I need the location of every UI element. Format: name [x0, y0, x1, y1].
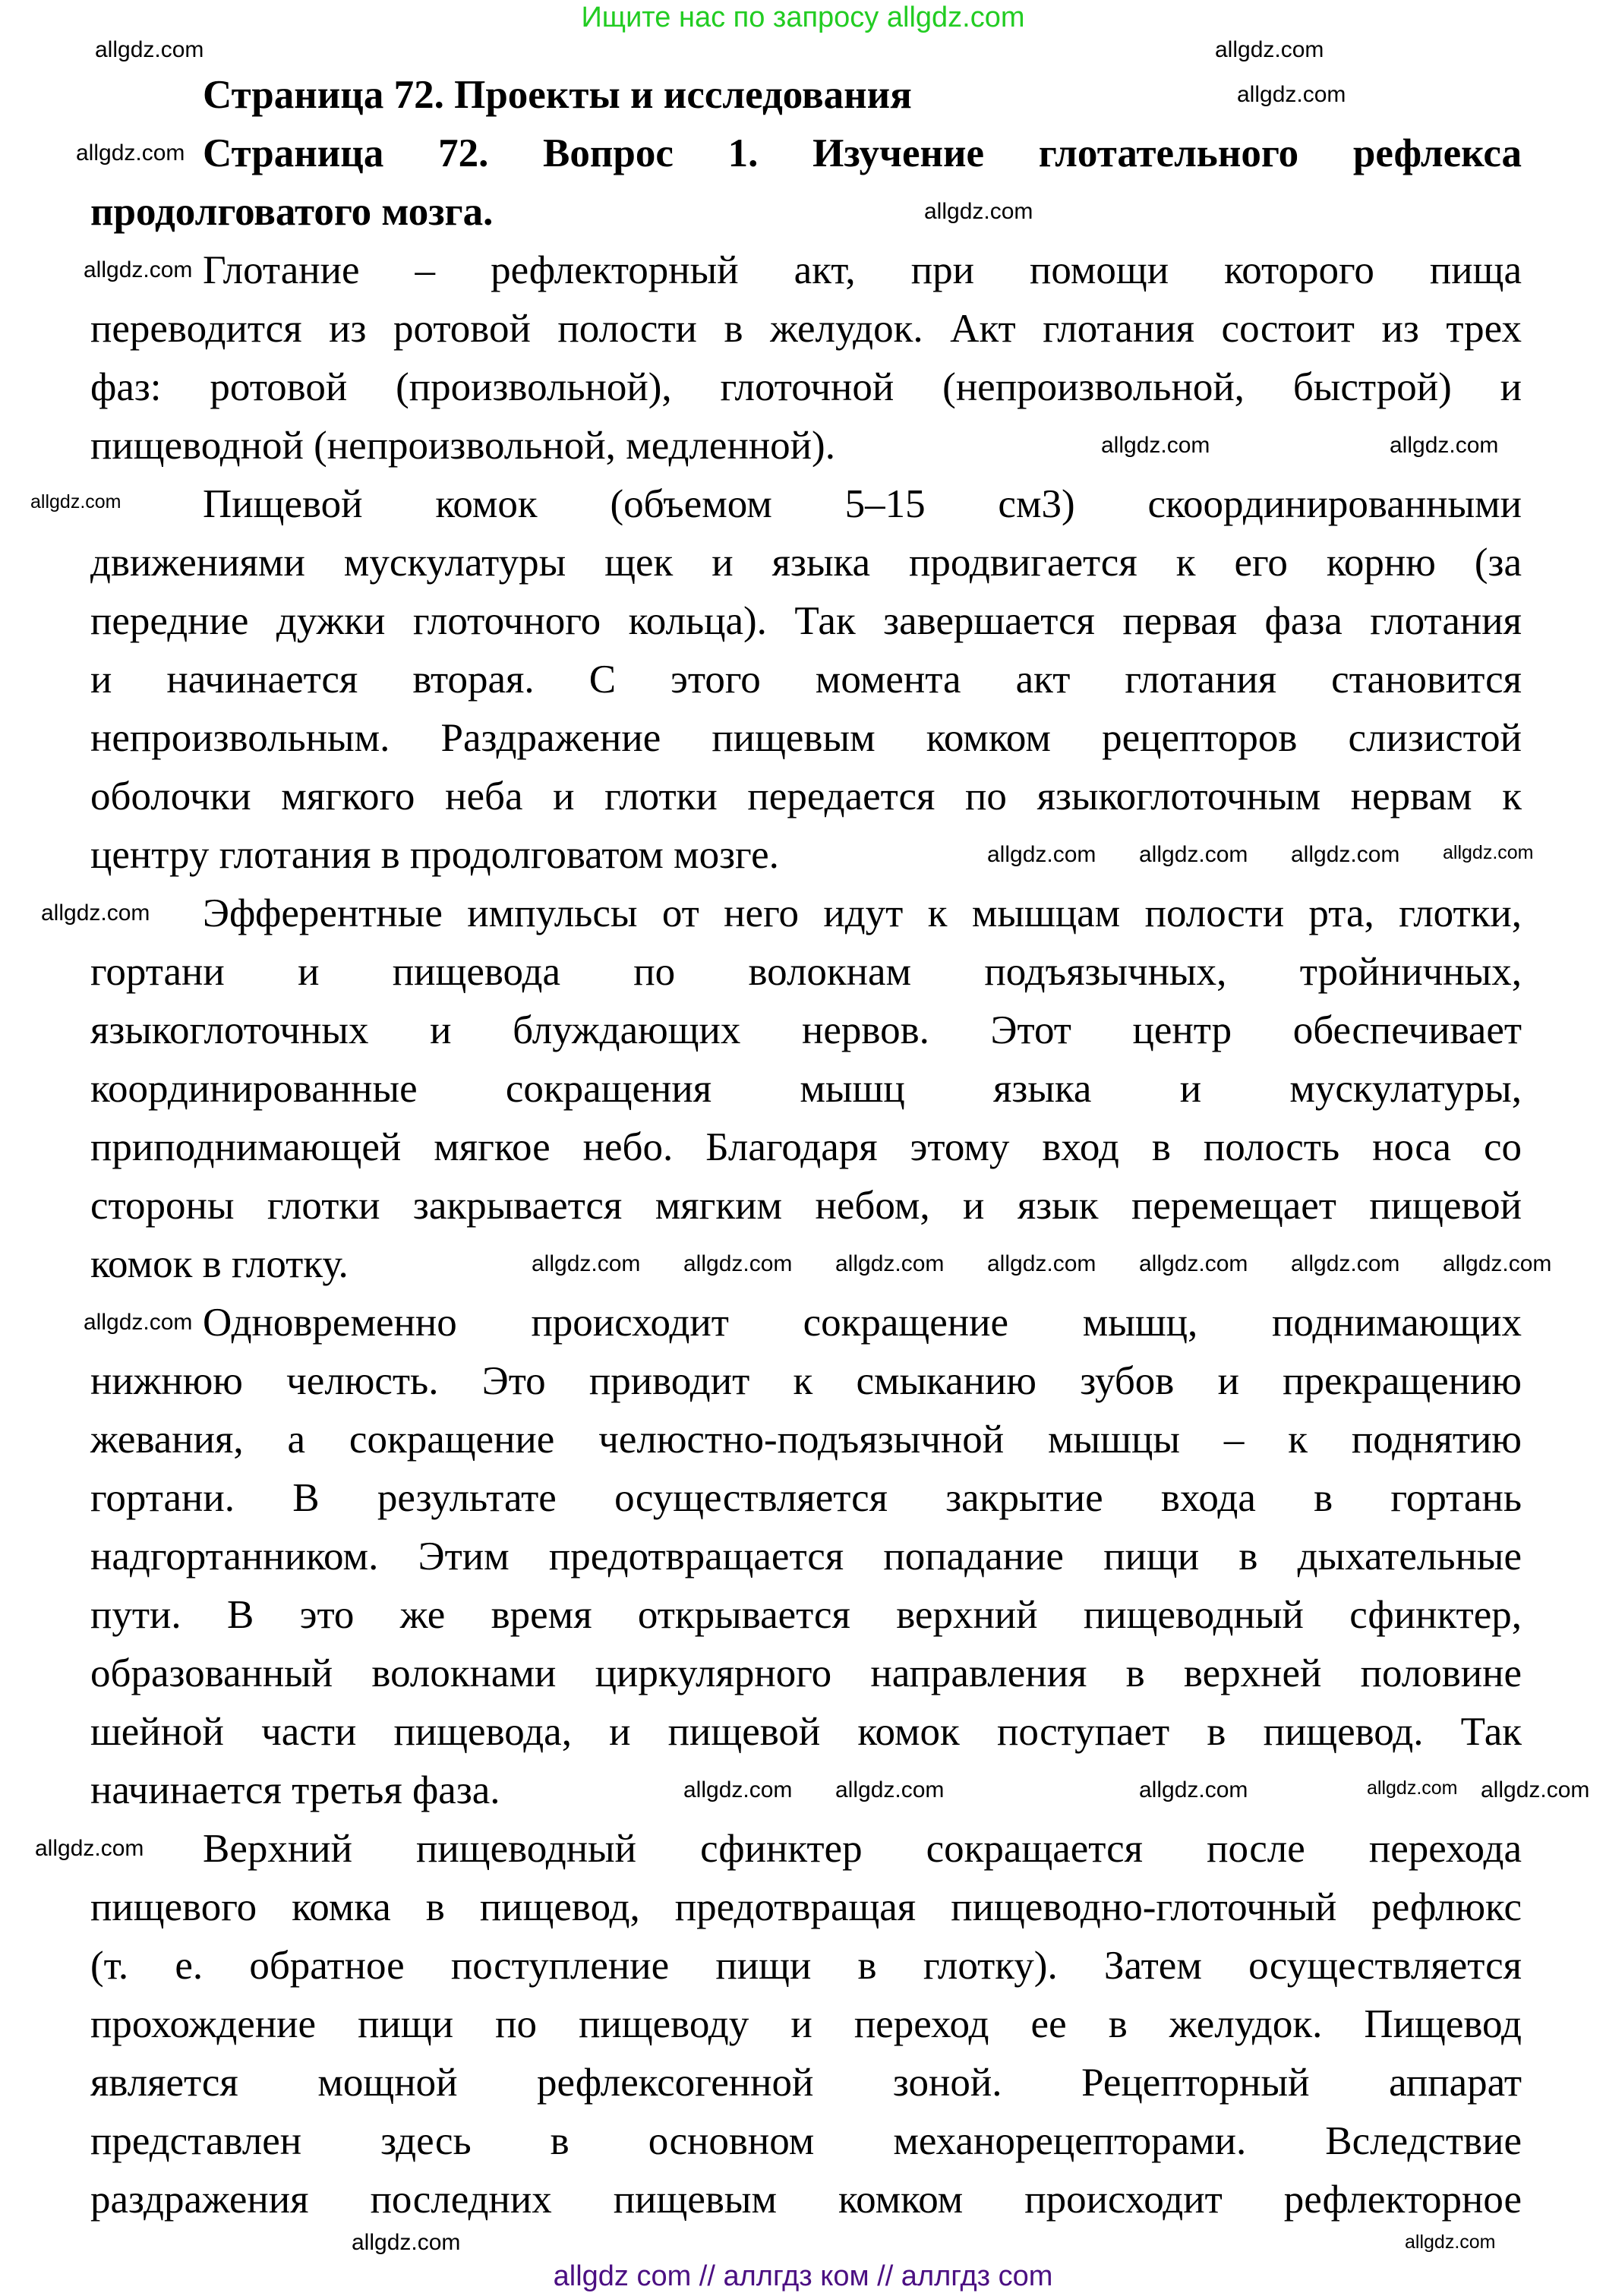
- paragraph-line: пищевого комка в пищевод, предотвращая пищеводно-глоточный рефлюкс: [90, 1885, 1522, 1929]
- watermark: allgdz.com: [30, 491, 121, 512]
- paragraph-line: гортани и пищевода по волокнам подъязычных, тройничных,: [90, 950, 1522, 994]
- paragraph-line: надгортанником. Этим предотвращается попадание пищи в дыхательные: [90, 1534, 1522, 1578]
- paragraph-line: пути. В это же время открывается верхний пищеводный сфинктер,: [90, 1593, 1522, 1637]
- paragraph-line: прохождение пищи по пищеводу и переход ее в желудок. Пищевод: [90, 2002, 1522, 2046]
- watermark: allgdz.com: [84, 1310, 193, 1335]
- paragraph-line: приподнимающей мягкое небо. Благодаря этому вход в полость носа со: [90, 1125, 1522, 1169]
- watermark: allgdz.com: [835, 1251, 945, 1276]
- watermark: allgdz.com: [1139, 842, 1248, 867]
- paragraph-line: образованный волокнами циркулярного направления в верхней половине: [90, 1651, 1522, 1695]
- watermark: allgdz.com: [1215, 37, 1324, 62]
- paragraph-line: центру глотания в продолговатом мозге.: [90, 833, 779, 877]
- watermark: allgdz.com: [352, 2230, 461, 2255]
- paragraph-line: гортани. В результате осуществляется закрытие входа в гортань: [90, 1476, 1522, 1520]
- footer-links[interactable]: allgdz com // аллгдз ком // аллгдз com: [553, 2260, 1053, 2292]
- page-title: Страница 72. Проекты и исследования: [203, 73, 912, 117]
- paragraph-line: Верхний пищеводный сфинктер сокращается после перехода: [203, 1827, 1522, 1871]
- watermark: allgdz.com: [84, 257, 193, 282]
- paragraph-line: и начинается вторая. С этого момента акт глотания становится: [90, 658, 1522, 702]
- paragraph-line: представлен здесь в основном механорецепторами. Вследствие: [90, 2119, 1522, 2163]
- watermark: allgdz.com: [95, 37, 204, 62]
- paragraph-line: оболочки мягкого неба и глотки передается по языкоглоточным нервам к: [90, 774, 1522, 818]
- watermark: allgdz.com: [76, 140, 185, 166]
- watermark: allgdz.com: [1139, 1251, 1248, 1276]
- question-heading: Страница 72. Вопрос 1. Изучение глотательного рефлекса: [203, 131, 1522, 175]
- paragraph-line: раздражения последних пищевым комком происходит рефлекторное: [90, 2178, 1522, 2222]
- paragraph-line: стороны глотки закрывается мягким небом, и язык перемещает пищевой: [90, 1184, 1522, 1228]
- watermark: allgdz.com: [1390, 433, 1499, 458]
- paragraph-line: начинается третья фаза.: [90, 1768, 500, 1812]
- paragraph-line: переводится из ротовой полости в желудок. Акт глотания состоит из трех: [90, 307, 1522, 351]
- watermark: allgdz.com: [1237, 82, 1346, 107]
- paragraph-line: шейной части пищевода, и пищевой комок поступает в пищевод. Так: [90, 1710, 1522, 1754]
- paragraph-line: координированные сокращения мышц языка и мускулатуры,: [90, 1067, 1522, 1111]
- paragraph-line: языкоглоточных и блуждающих нервов. Этот центр обеспечивает: [90, 1008, 1522, 1052]
- watermark: allgdz.com: [987, 1251, 1096, 1276]
- watermark: allgdz.com: [683, 1777, 793, 1802]
- watermark: allgdz.com: [835, 1777, 945, 1802]
- paragraph-line: Эфферентные импульсы от него идут к мышцам полости рта, глотки,: [203, 891, 1522, 935]
- watermark: allgdz.com: [35, 1836, 144, 1861]
- watermark: allgdz.com: [532, 1251, 641, 1276]
- watermark: allgdz.com: [1481, 1777, 1590, 1802]
- paragraph-line: жевания, а сокращение челюстно-подъязычной мышцы – к поднятию: [90, 1418, 1522, 1462]
- paragraph-line: движениями мускулатуры щек и языка продвигается к его корню (за: [90, 541, 1522, 585]
- watermark: allgdz.com: [1405, 2231, 1496, 2253]
- watermark: allgdz.com: [1367, 1777, 1458, 1799]
- question-heading: продолговатого мозга.: [90, 190, 494, 234]
- paragraph-line: фаз: ротовой (произвольной), глоточной (непроизвольной, быстрой) и: [90, 365, 1522, 409]
- watermark: allgdz.com: [1291, 1251, 1400, 1276]
- watermark: allgdz.com: [41, 900, 150, 926]
- watermark: allgdz.com: [987, 842, 1096, 867]
- watermark: allgdz.com: [683, 1251, 793, 1276]
- paragraph-line: нижнюю челюсть. Это приводит к смыканию зубов и прекращению: [90, 1359, 1522, 1403]
- watermark: allgdz.com: [1443, 842, 1534, 863]
- paragraph-line: Глотание – рефлекторный акт, при помощи которого пища: [203, 248, 1522, 292]
- paragraph-line: (т. е. обратное поступление пищи в глотку). Затем осуществляется: [90, 1944, 1522, 1988]
- paragraph-line: непроизвольным. Раздражение пищевым комком рецепторов слизистой: [90, 716, 1522, 760]
- paragraph-line: Пищевой комок (объемом 5–15 см3) скоординированными: [203, 482, 1522, 526]
- paragraph-line: пищеводной (непроизвольной, медленной).: [90, 424, 835, 468]
- paragraph-line: комок в глотку.: [90, 1242, 349, 1286]
- watermark: allgdz.com: [1139, 1777, 1248, 1802]
- top-banner-link[interactable]: Ищите нас по запросу allgdz.com: [581, 2, 1025, 33]
- watermark: allgdz.com: [1291, 842, 1400, 867]
- paragraph-line: является мощной рефлексогенной зоной. Рецепторный аппарат: [90, 2061, 1522, 2105]
- watermark: allgdz.com: [924, 199, 1033, 224]
- watermark: allgdz.com: [1443, 1251, 1552, 1276]
- paragraph-line: Одновременно происходит сокращение мышц, поднимающих: [203, 1301, 1522, 1345]
- watermark: allgdz.com: [1101, 433, 1210, 458]
- paragraph-line: передние дужки глоточного кольца). Так завершается первая фаза глотания: [90, 599, 1522, 643]
